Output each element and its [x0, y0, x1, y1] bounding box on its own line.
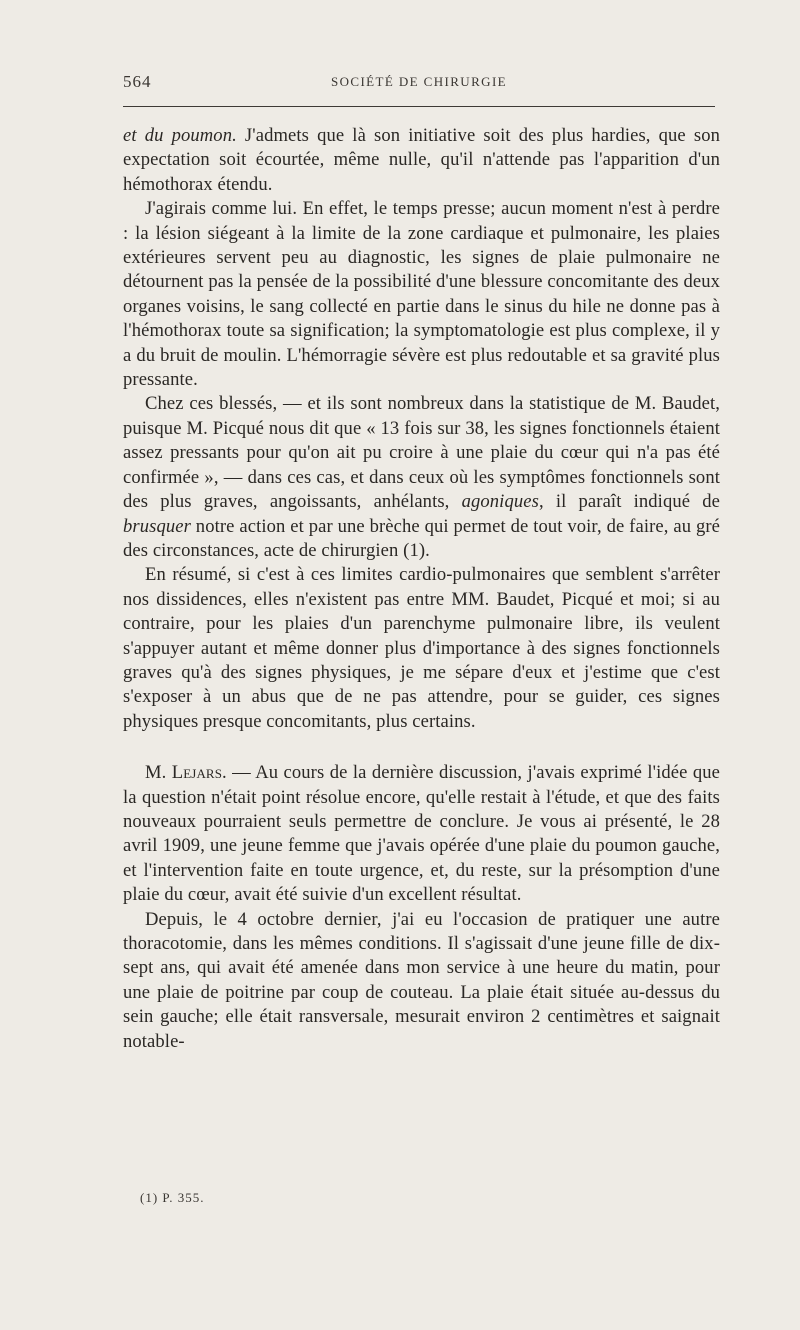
paragraph-text: J'admets que là son initiative soit des plus hardies, que son expectation soit écourtée, même nulle, qu'il n'attende pas l'apparition d'un hémothorax étendu.: [123, 125, 720, 195]
running-head: SOCIÉTÉ DE CHIRURGIE: [330, 74, 508, 89]
body-text: [123, 124, 720, 1054]
paragraph-text: notre action et par une brèche qui permet de tout voir, de faire, au gré des circonstances, acte de chirurgien (1).: [123, 515, 720, 561]
paragraph-text: J'agirais comme lui. En effet, le temps presse; aucun moment n'est à perdre : la lésion siégeant à la limite de la zone cardiaque et pulmonaire, les plaies extérieures servent peu au diagnostic, les signes de plaie pulmonaire ne détournent pas la pensée de la possibilité d'une blessure concomitante des deux organes voisins, le sang collecté en partie dans le sinus du hile ne donne pas à l'hémothorax toute sa signification; la symptomatologie est plus complexe, il y a du bruit de moulin. L'hémorragie sévère est plus redoutable et sa gravité plus pressante.: [123, 198, 720, 391]
paragraph-text: En résumé, si c'est à ces limites cardio-pulmonaires que semblent s'arrêter nos dissidences, elles n'existent pas entre MM. Baudet, Picqué et moi; si au contraire, pour les plaies d'un parenchyme pulmonaire libre, ils veulent s'appuyer autant et même donner plus d'importance à des signes fonctionnels graves qu'à des signes physiques, je me sépare d'eux et j'estime que c'est s'exposer à un abus que de ne pas attendre, pour se guider, ces signes physiques presque concomitants, plus certains.: [123, 564, 720, 732]
paragraph-6: [123, 908, 720, 1054]
paragraph-2: [123, 197, 720, 392]
paragraph-text: , il paraît indiqué de: [538, 491, 720, 513]
paragraph-1: [123, 124, 720, 197]
footnote: (1) P. 355.: [140, 1190, 205, 1205]
paragraph-text: Depuis, le 4 octobre dernier, j'ai eu l'occasion de pratiquer une autre thoracotomie, dans les mêmes conditions. Il s'agissait d'une jeune fille de dix-sept ans, qui avait été amenée dans mon service à une heure du matin, pour une plaie de poitrine par coup de couteau. La plaie était située au-dessus du sein gauche; elle était ransversale, mesurait environ 2 centimètres et saignait notable-: [123, 908, 720, 1052]
speaker-prefix: M.: [145, 762, 172, 784]
paragraph-text: Chez ces blessés, — et ils sont nombreux dans la statistique de M. Baudet, puisque M. Picqué nous dit que « 13 fois sur 38, les signes fonctionnels étaient assez pressants pour qu'on ait pu croire à une plaie du cœur qui n'a pas été confirmée », — dans ces cas, et dans ceux où les symptômes fonctionnels sont des plus graves, angoissants, anhélants,: [123, 393, 720, 513]
page-number: 564: [123, 72, 152, 91]
paragraph-3: [123, 392, 720, 563]
page-header: [123, 72, 715, 96]
paragraph-text: . — Au cours de la dernière discussion, j'avais exprimé l'idée que la question n'était point résolue encore, qu'elle restait à l'étude, et que des faits nouveaux pourraient seuls permettre de conclure. Je vous ai présenté, le 28 avril 1909, une jeune femme que j'avais opérée d'une plaie du poumon gauche, et l'intervention faite en toute urgence, et, du reste, sur la présomption d'une plaie du cœur, avait été suivie d'un excellent résultat.: [123, 762, 720, 906]
paragraph-4: [123, 563, 720, 734]
speaker-name: Lejars: [171, 762, 223, 784]
paragraph-5: [123, 761, 720, 907]
italic-lead: et du poumon.: [123, 125, 237, 146]
italic-word: brusquer: [123, 515, 191, 537]
header-rule: [123, 106, 715, 107]
italic-word: agoniques: [461, 491, 539, 513]
